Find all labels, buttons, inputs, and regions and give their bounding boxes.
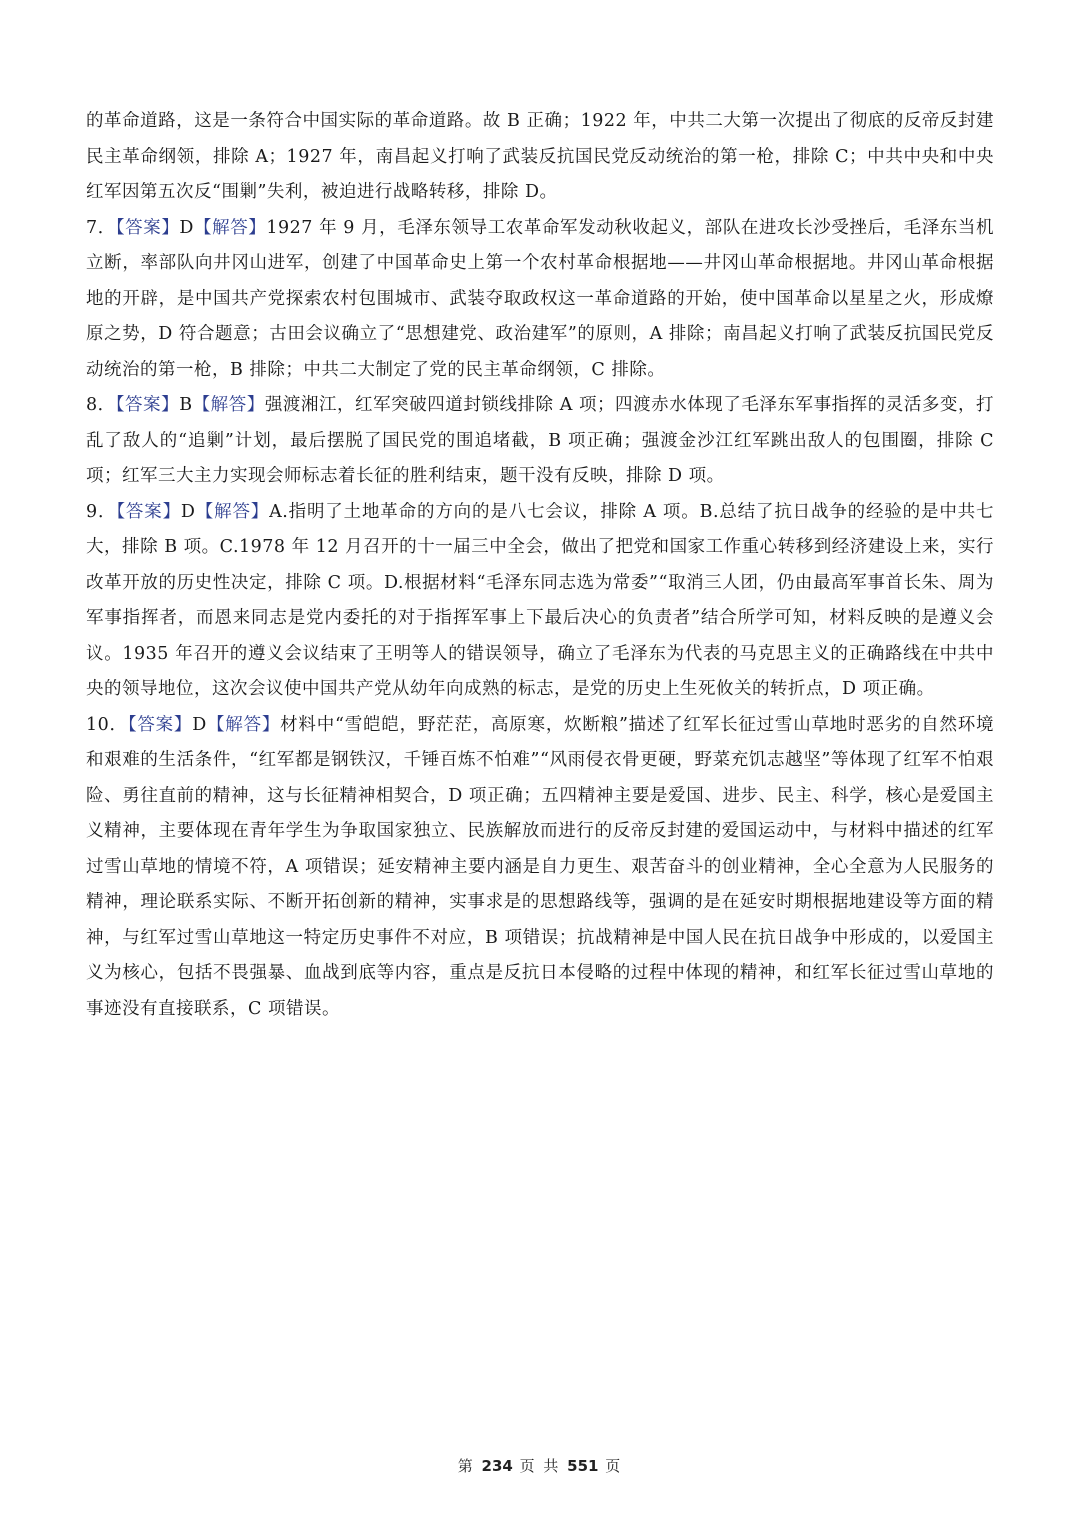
analysis-tag: 【解答】	[206, 714, 281, 735]
answer-explanations	[86, 104, 994, 1027]
answer-value: D	[192, 714, 207, 735]
analysis-text: A.指明了土地革命的方向的是八七会议，排除 A 项。B.总结了抗日战争的经验的是中共七大，排除 B 项。C.1978 年 12 月召开的十一届三中全会，做出了把党和国家工作重心转移到经济建设上来，实行改革开放的历史性决定，排除 C 项。D.根据材料“毛泽东同志选为常委”“取消三人团，仍由最高军事首长朱、周为军事指挥者，而恩来同志是党内委托的对于指挥军事上下最后决心的负责者”结合所学可知，材料反映的是遵义会议。1935 年召开的遵义会议结束了王明等人的错误领导，确立了毛泽东为代表的马克思主义的正确路线在中共中央的领导地位，这次会议使中国共产党从幼年向成熟的标志，是党的历史上生死攸关的转折点，D 项正确。	[86, 501, 995, 699]
question-number: 10．	[86, 714, 128, 735]
analysis-text: 强渡湘江，红军突破四道封锁线排除 A 项；四渡赤水体现了毛泽东军事指挥的灵活多变，打乱了敌人的“追剿”计划，最后摆脱了国民党的围追堵截，B 项正确；强渡金沙江红军跳出敌人的包围圈，排除 C 项；红军三大主力实现会师标志着长征的胜利结束，题干没有反映，排除 D 项。	[86, 395, 995, 486]
question-number: 7．	[86, 217, 116, 238]
answer-value: D	[180, 501, 196, 522]
current-page-number: 234	[481, 1457, 513, 1475]
analysis-tag: 【解答】	[192, 395, 265, 415]
page-footer	[0, 1455, 1080, 1476]
answer-tag: 【答案】	[115, 217, 180, 238]
answer-tag: 【答案】	[127, 714, 193, 735]
total-page-number: 551	[567, 1457, 599, 1475]
analysis-tag: 【解答】	[193, 217, 267, 238]
footer-suffix: 页	[605, 1457, 623, 1475]
question-item-9	[86, 495, 994, 708]
analysis-text: 1927 年 9 月，毛泽东领导工农革命军发动秋收起义，部队在进攻长沙受挫后，毛泽东当机立断，率部队向井冈山进军，创建了中国革命史上第一个农村革命根据地——井冈山革命根据地。井冈山革命根据地的开辟，是中国共产党探索农村包围城市、武装夺取政权这一革命道路的开始，使中国革命以星星之火，形成燎原之势，D 符合题意；古田会议确立了“思想建党、政治建军”的原则，A 排除；南昌起义打响了武装反抗国民党反动统治的第一枪，B 排除；中共二大制定了党的民主革命纲领，C 排除。	[86, 217, 995, 380]
question-item-8	[86, 388, 994, 495]
question-number: 8．	[86, 395, 116, 415]
analysis-tag: 【解答】	[195, 501, 270, 522]
analysis-text: 材料中“雪皑皑，野茫茫，高原寒，炊断粮”描述了红军长征过雪山草地时恶劣的自然环境和艰难的生活条件，“红军都是钢铁汉，千锤百炼不怕难”“风雨侵衣骨更硬，野菜充饥志越坚”等体现了红军不怕艰险、勇往直前的精神，这与长征精神相契合，D 项正确；五四精神主要是爱国、进步、民主、科学，核心是爱国主义精神，主要体现在青年学生为争取国家独立、民族解放而进行的反帝反封建的爱国运动中，与材料中描述的红军过雪山草地的情境不符，A 项错误；延安精神主要内涵是自力更生、艰苦奋斗的创业精神，全心全意为人民服务的精神，理论联系实际、不断开拓创新的精神，实事求是的思想路线等，强调的是在延安时期根据地建设等方面的精神，与红军过雪山草地这一特定历史事件不对应，B 项错误；抗战精神是中国人民在抗日战争中形成的，以爱国主义为核心，包括不畏强暴、血战到底等内容，重点是反抗日本侵略的过程中体现的精神，和红军长征过雪山草地的事迹没有直接联系，C 项错误。	[86, 714, 995, 1019]
answer-value: D	[179, 217, 194, 238]
answer-value: B	[179, 395, 193, 415]
footer-middle: 页 共	[519, 1457, 561, 1475]
footer-prefix: 第	[457, 1457, 475, 1475]
question-item-10	[86, 708, 994, 1028]
question-number: 9．	[86, 501, 117, 522]
question-item-7	[86, 211, 994, 389]
answer-tag: 【答案】	[115, 395, 180, 415]
answer-tag: 【答案】	[116, 501, 181, 522]
continuation-paragraph: 的革命道路，这是一条符合中国实际的革命道路。故 B 正确；1922 年，中共二大第一次提出了彻底的反帝反封建民主革命纲领，排除 A；1927 年，南昌起义打响了武装反抗国民党反动统治的第一枪，排除 C；中共中央和中央红军因第五次反“围剿”失利，被迫进行战略转移，排除 D。	[86, 111, 994, 202]
